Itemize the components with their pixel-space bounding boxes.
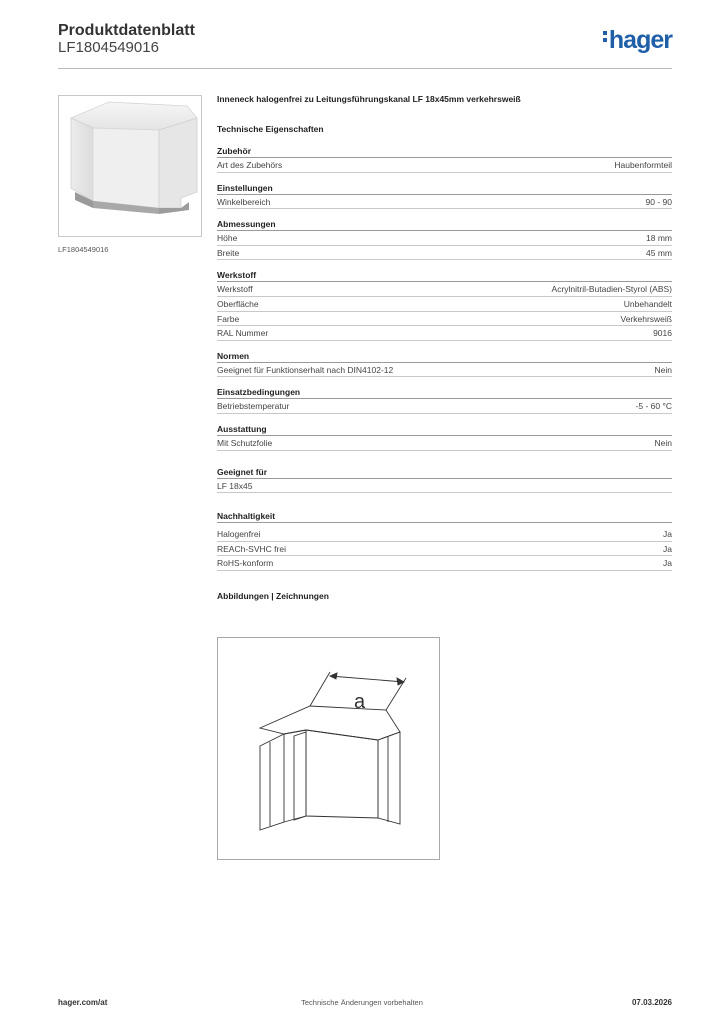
- table-row: [217, 312, 672, 327]
- photo-caption: LF1804549016: [58, 245, 109, 254]
- section-title: Abmessungen: [217, 219, 672, 231]
- row-value: 90 - 90: [645, 196, 672, 207]
- row-value: Acrylnitril-Butadien-Styrol (ABS): [551, 284, 672, 295]
- row-value: 18 mm: [646, 233, 672, 244]
- product-photo: [58, 95, 202, 237]
- tech-properties-heading: Technische Eigenschaften: [217, 124, 324, 134]
- row-value: -5 - 60 °C: [635, 401, 672, 412]
- spec-section: [217, 270, 672, 340]
- row-value: 9016: [653, 328, 672, 339]
- row-label: LF 18x45: [217, 480, 253, 491]
- footer-date: 07.03.2026: [631, 998, 672, 1007]
- header-divider: [58, 68, 672, 69]
- table-row: [217, 527, 672, 542]
- row-label: Farbe: [217, 313, 240, 324]
- section-title: Zubehör: [217, 146, 672, 158]
- hager-logo: [603, 26, 672, 55]
- article-number: LF1804549016: [58, 39, 159, 56]
- section-title: Normen: [217, 351, 672, 363]
- row-label: Halogenfrei: [217, 529, 261, 540]
- table-row: [217, 158, 672, 173]
- table-row: [217, 542, 672, 557]
- table-row: [217, 195, 672, 210]
- row-value: Ja: [663, 543, 672, 554]
- sustainability-section: [217, 511, 672, 571]
- table-row: [217, 231, 672, 246]
- row-label: RoHS-konform: [217, 558, 274, 569]
- row-label: RAL Nummer: [217, 328, 269, 339]
- spec-section: [217, 183, 672, 210]
- row-label: Winkelbereich: [217, 196, 271, 207]
- row-label: Art des Zubehörs: [217, 160, 283, 170]
- row-value: Haubenformteil: [614, 160, 672, 170]
- footer-website: hager.com/at: [58, 998, 108, 1007]
- dimension-label: a: [354, 691, 366, 713]
- table-row: [217, 436, 672, 451]
- spec-section: [217, 351, 672, 378]
- row-label: Betriebstemperatur: [217, 401, 290, 412]
- row-value: Nein: [654, 364, 672, 375]
- spec-section: [217, 146, 672, 173]
- table-row: [217, 282, 672, 297]
- spec-section: [217, 424, 672, 451]
- spec-section: [217, 219, 672, 260]
- row-label: Breite: [217, 247, 240, 258]
- row-value: Nein: [654, 437, 672, 448]
- footer-disclaimer: Technische Änderungen vorbehalten: [301, 998, 423, 1007]
- section-title: Geeignet für: [217, 467, 672, 479]
- spec-section: [217, 387, 672, 414]
- technical-drawing: [217, 637, 440, 860]
- row-label: Mit Schutzfolie: [217, 437, 273, 448]
- row-value: Unbehandelt: [623, 298, 672, 309]
- table-row: [217, 246, 672, 261]
- drawings-heading: Abbildungen | Zeichnungen: [217, 590, 329, 601]
- row-label: REACh-SVHC frei: [217, 543, 286, 554]
- row-label: Oberfläche: [217, 298, 259, 309]
- table-row: [217, 297, 672, 312]
- table-row: [217, 479, 672, 494]
- row-value: Verkehrsweiß: [620, 313, 672, 324]
- logo-dots-icon: [603, 31, 608, 45]
- table-row: [217, 556, 672, 571]
- row-value: Ja: [663, 558, 672, 569]
- table-row: [217, 326, 672, 341]
- inner-corner-photo-icon: [59, 96, 201, 236]
- row-label: Geeignet für Funktionserhalt nach DIN4102-12: [217, 364, 394, 375]
- section-title: Werkstoff: [217, 270, 672, 282]
- spec-content: [217, 94, 672, 613]
- logo-text: hager: [608, 26, 672, 54]
- row-label: Werkstoff: [217, 284, 253, 295]
- section-title: Ausstattung: [217, 424, 672, 436]
- suitable-section: [217, 467, 672, 494]
- table-row: [217, 399, 672, 414]
- section-title: Einsatzbedingungen: [217, 387, 672, 399]
- row-value: Ja: [663, 529, 672, 540]
- row-value: 45 mm: [646, 247, 672, 258]
- spec-sections: [217, 146, 672, 451]
- page-title: Produktdatenblatt: [58, 22, 195, 39]
- row-label: Höhe: [217, 233, 238, 244]
- section-title: Einstellungen: [217, 183, 672, 195]
- table-row: [217, 363, 672, 378]
- product-title: Inneneck halogenfrei zu Leitungsführungskanal LF 18x45mm verkehrsweiß: [217, 94, 521, 104]
- inner-corner-drawing-icon: [218, 638, 439, 859]
- section-title: Nachhaltigkeit: [217, 511, 672, 523]
